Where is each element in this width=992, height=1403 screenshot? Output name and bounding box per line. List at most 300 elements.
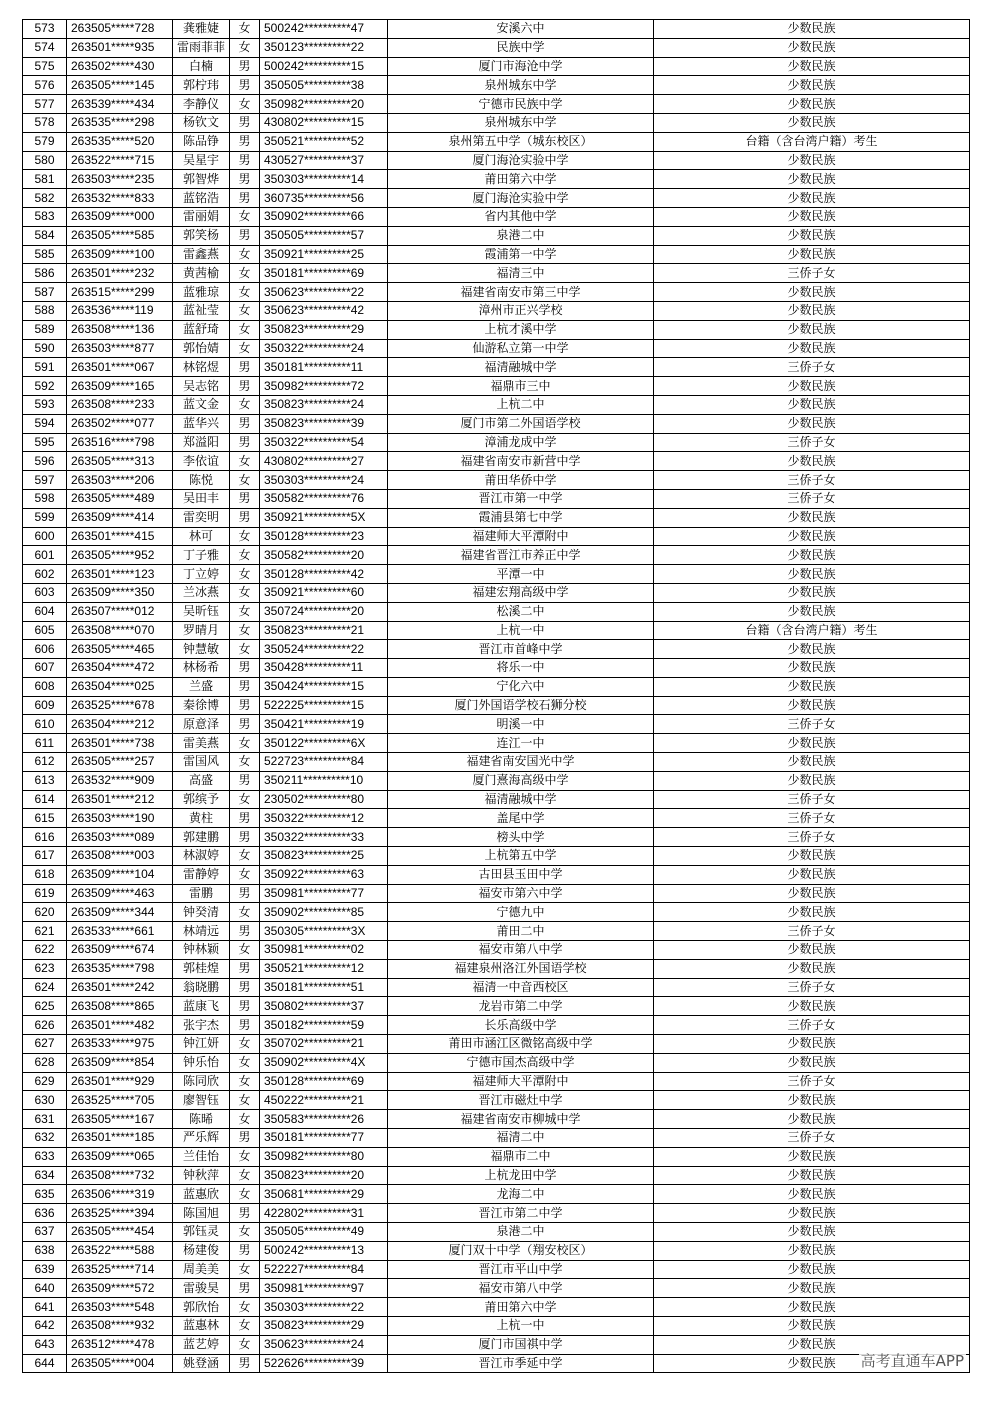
row-number-cell: 620	[23, 903, 67, 922]
id-number-cell: 350981**********77	[260, 884, 388, 903]
category-cell: 少数民族	[654, 847, 970, 866]
row-number-cell: 607	[23, 659, 67, 678]
school-name-cell: 莆田第六中学	[388, 1298, 654, 1317]
gender-cell: 女	[230, 1091, 260, 1110]
id-number-cell: 350322**********54	[260, 433, 388, 452]
student-name-cell: 郭怡婧	[173, 339, 230, 358]
row-number-cell: 591	[23, 358, 67, 377]
student-name-cell: 丁立婷	[173, 565, 230, 584]
school-name-cell: 平潭一中	[388, 565, 654, 584]
table-row	[23, 301, 970, 320]
school-name-cell: 泉港二中	[388, 1223, 654, 1242]
school-name-cell: 上杭第五中学	[388, 847, 654, 866]
exam-id-cell: 263508*****732	[67, 1166, 173, 1185]
table-row	[23, 1129, 970, 1148]
exam-id-cell: 263501*****242	[67, 978, 173, 997]
gender-cell: 男	[230, 113, 260, 132]
exam-id-cell: 263525*****394	[67, 1204, 173, 1223]
exam-id-cell: 263508*****003	[67, 847, 173, 866]
exam-id-cell: 263505*****952	[67, 546, 173, 565]
school-name-cell: 福清二中	[388, 1129, 654, 1148]
category-cell: 三侨子女	[654, 471, 970, 490]
gender-cell: 女	[230, 565, 260, 584]
table-row	[23, 734, 970, 753]
table-row	[23, 1298, 970, 1317]
exam-id-cell: 263501*****738	[67, 734, 173, 753]
row-number-cell: 623	[23, 959, 67, 978]
student-name-cell: 郑溢阳	[173, 433, 230, 452]
row-number-cell: 634	[23, 1166, 67, 1185]
school-name-cell: 晋江市磁灶中学	[388, 1091, 654, 1110]
id-number-cell: 350505**********49	[260, 1223, 388, 1242]
student-name-cell: 郭欣怡	[173, 1298, 230, 1317]
row-number-cell: 579	[23, 132, 67, 151]
table-row	[23, 170, 970, 189]
category-cell: 少数民族	[654, 1091, 970, 1110]
category-cell: 少数民族	[654, 377, 970, 396]
row-number-cell: 609	[23, 696, 67, 715]
row-number-cell: 587	[23, 283, 67, 302]
student-name-cell: 李静仪	[173, 95, 230, 114]
table-row	[23, 1335, 970, 1354]
row-number-cell: 600	[23, 527, 67, 546]
row-number-cell: 642	[23, 1316, 67, 1335]
id-number-cell: 522723**********84	[260, 753, 388, 772]
category-cell: 少数民族	[654, 1110, 970, 1129]
school-name-cell: 福建师大平潭附中	[388, 527, 654, 546]
category-cell: 少数民族	[654, 170, 970, 189]
school-name-cell: 盖尾中学	[388, 809, 654, 828]
gender-cell: 女	[230, 1223, 260, 1242]
school-name-cell: 明溪一中	[388, 715, 654, 734]
table-row	[23, 959, 970, 978]
gender-cell: 男	[230, 377, 260, 396]
row-number-cell: 619	[23, 884, 67, 903]
row-number-cell: 588	[23, 301, 67, 320]
school-name-cell: 福建师大平潭附中	[388, 1072, 654, 1091]
student-name-cell: 林可	[173, 527, 230, 546]
category-cell: 少数民族	[654, 1241, 970, 1260]
student-name-cell: 罗晴月	[173, 621, 230, 640]
row-number-cell: 627	[23, 1035, 67, 1054]
student-name-cell: 林淑婷	[173, 847, 230, 866]
student-name-cell: 丁子雅	[173, 546, 230, 565]
gender-cell: 男	[230, 922, 260, 941]
table-row	[23, 1016, 970, 1035]
id-number-cell: 350582**********20	[260, 546, 388, 565]
school-name-cell: 宁化六中	[388, 677, 654, 696]
school-name-cell: 厦门市国祺中学	[388, 1335, 654, 1354]
student-name-cell: 周美美	[173, 1260, 230, 1279]
table-row	[23, 320, 970, 339]
school-name-cell: 福建省南安市第三中学	[388, 283, 654, 302]
student-name-cell: 蓝雅琼	[173, 283, 230, 302]
exam-id-cell: 263507*****012	[67, 602, 173, 621]
student-name-cell: 陈国旭	[173, 1204, 230, 1223]
table-row	[23, 1260, 970, 1279]
id-number-cell: 350322**********33	[260, 828, 388, 847]
student-name-cell: 蓝文金	[173, 395, 230, 414]
category-cell: 三侨子女	[654, 828, 970, 847]
gender-cell: 女	[230, 264, 260, 283]
category-cell: 三侨子女	[654, 358, 970, 377]
school-name-cell: 福建泉州洛江外国语学校	[388, 959, 654, 978]
row-number-cell: 638	[23, 1241, 67, 1260]
student-name-cell: 郭柠玮	[173, 76, 230, 95]
category-cell: 少数民族	[654, 640, 970, 659]
gender-cell: 男	[230, 828, 260, 847]
category-cell: 少数民族	[654, 1335, 970, 1354]
table-row	[23, 226, 970, 245]
school-name-cell: 厦门外国语学校石狮分校	[388, 696, 654, 715]
row-number-cell: 608	[23, 677, 67, 696]
student-name-cell: 郭缤予	[173, 790, 230, 809]
id-number-cell: 350305**********3X	[260, 922, 388, 941]
student-name-cell: 陈同欣	[173, 1072, 230, 1091]
school-name-cell: 莆田华侨中学	[388, 471, 654, 490]
table-row	[23, 1223, 970, 1242]
student-name-cell: 郭建鹏	[173, 828, 230, 847]
table-row	[23, 715, 970, 734]
student-name-cell: 吴昕钰	[173, 602, 230, 621]
exam-id-cell: 263532*****909	[67, 771, 173, 790]
gender-cell: 男	[230, 959, 260, 978]
school-name-cell: 厦门熹海高级中学	[388, 771, 654, 790]
row-number-cell: 639	[23, 1260, 67, 1279]
category-cell: 少数民族	[654, 1053, 970, 1072]
id-number-cell: 522626**********39	[260, 1354, 388, 1373]
id-number-cell: 350902**********66	[260, 207, 388, 226]
category-cell: 少数民族	[654, 113, 970, 132]
id-number-cell: 350303**********22	[260, 1298, 388, 1317]
student-list-table	[22, 19, 970, 1373]
category-cell: 少数民族	[654, 734, 970, 753]
school-name-cell: 上杭一中	[388, 1316, 654, 1335]
id-number-cell: 350181**********77	[260, 1129, 388, 1148]
student-name-cell: 黄柱	[173, 809, 230, 828]
gender-cell: 女	[230, 1072, 260, 1091]
student-name-cell: 兰佳怡	[173, 1147, 230, 1166]
gender-cell: 女	[230, 941, 260, 960]
gender-cell: 女	[230, 527, 260, 546]
row-number-cell: 625	[23, 997, 67, 1016]
school-name-cell: 福建省南安国光中学	[388, 753, 654, 772]
table-body	[23, 20, 970, 1373]
school-name-cell: 古田县玉田中学	[388, 865, 654, 884]
student-name-cell: 吴志铭	[173, 377, 230, 396]
exam-id-cell: 263509*****572	[67, 1279, 173, 1298]
table-row	[23, 414, 970, 433]
gender-cell: 女	[230, 207, 260, 226]
student-name-cell: 陈晞	[173, 1110, 230, 1129]
table-row	[23, 433, 970, 452]
table-row	[23, 1185, 970, 1204]
category-cell: 少数民族	[654, 941, 970, 960]
table-row	[23, 377, 970, 396]
category-cell: 三侨子女	[654, 978, 970, 997]
exam-id-cell: 263522*****588	[67, 1241, 173, 1260]
table-row	[23, 1110, 970, 1129]
exam-id-cell: 263532*****833	[67, 189, 173, 208]
id-number-cell: 230502**********80	[260, 790, 388, 809]
gender-cell: 女	[230, 640, 260, 659]
category-cell: 少数民族	[654, 1298, 970, 1317]
exam-id-cell: 263501*****232	[67, 264, 173, 283]
student-name-cell: 雷鹏	[173, 884, 230, 903]
gender-cell: 男	[230, 226, 260, 245]
category-cell: 少数民族	[654, 1279, 970, 1298]
id-number-cell: 350123**********22	[260, 38, 388, 57]
exam-id-cell: 263525*****678	[67, 696, 173, 715]
gender-cell: 男	[230, 1354, 260, 1373]
gender-cell: 男	[230, 358, 260, 377]
school-name-cell: 仙游私立第一中学	[388, 339, 654, 358]
gender-cell: 女	[230, 1053, 260, 1072]
row-number-cell: 580	[23, 151, 67, 170]
school-name-cell: 福清一中音西校区	[388, 978, 654, 997]
category-cell: 少数民族	[654, 1035, 970, 1054]
exam-id-cell: 263509*****065	[67, 1147, 173, 1166]
row-number-cell: 577	[23, 95, 67, 114]
school-name-cell: 晋江市第一中学	[388, 489, 654, 508]
gender-cell: 女	[230, 602, 260, 621]
row-number-cell: 622	[23, 941, 67, 960]
id-number-cell: 360735**********56	[260, 189, 388, 208]
exam-id-cell: 263504*****212	[67, 715, 173, 734]
id-number-cell: 350982**********20	[260, 95, 388, 114]
gender-cell: 女	[230, 583, 260, 602]
exam-id-cell: 263501*****123	[67, 565, 173, 584]
row-number-cell: 637	[23, 1223, 67, 1242]
exam-id-cell: 263509*****104	[67, 865, 173, 884]
school-name-cell: 厦门双十中学（翔安校区）	[388, 1241, 654, 1260]
category-cell: 少数民族	[654, 959, 970, 978]
student-name-cell: 蓝康飞	[173, 997, 230, 1016]
id-number-cell: 350702**********21	[260, 1035, 388, 1054]
category-cell: 少数民族	[654, 226, 970, 245]
row-number-cell: 613	[23, 771, 67, 790]
row-number-cell: 633	[23, 1147, 67, 1166]
exam-id-cell: 263535*****798	[67, 959, 173, 978]
student-name-cell: 雷雨菲菲	[173, 38, 230, 57]
gender-cell: 女	[230, 452, 260, 471]
category-cell: 少数民族	[654, 903, 970, 922]
gender-cell: 男	[230, 57, 260, 76]
student-name-cell: 白楠	[173, 57, 230, 76]
exam-id-cell: 263508*****865	[67, 997, 173, 1016]
category-cell: 少数民族	[654, 696, 970, 715]
category-cell: 少数民族	[654, 1166, 970, 1185]
gender-cell: 男	[230, 1129, 260, 1148]
table-row	[23, 997, 970, 1016]
table-row	[23, 828, 970, 847]
exam-id-cell: 263533*****975	[67, 1035, 173, 1054]
table-row	[23, 489, 970, 508]
id-number-cell: 350982**********80	[260, 1147, 388, 1166]
student-name-cell: 高盛	[173, 771, 230, 790]
gender-cell: 男	[230, 508, 260, 527]
id-number-cell: 350823**********21	[260, 621, 388, 640]
table-row	[23, 1241, 970, 1260]
row-number-cell: 621	[23, 922, 67, 941]
exam-id-cell: 263505*****313	[67, 452, 173, 471]
student-name-cell: 吴星宇	[173, 151, 230, 170]
exam-id-cell: 263535*****520	[67, 132, 173, 151]
row-number-cell: 598	[23, 489, 67, 508]
id-number-cell: 350122**********6X	[260, 734, 388, 753]
table-row	[23, 508, 970, 527]
row-number-cell: 593	[23, 395, 67, 414]
table-row	[23, 57, 970, 76]
row-number-cell: 576	[23, 76, 67, 95]
row-number-cell: 594	[23, 414, 67, 433]
id-number-cell: 350823**********39	[260, 414, 388, 433]
school-name-cell: 上杭龙田中学	[388, 1166, 654, 1185]
category-cell: 少数民族	[654, 414, 970, 433]
school-name-cell: 民族中学	[388, 38, 654, 57]
table-row	[23, 602, 970, 621]
category-cell: 少数民族	[654, 884, 970, 903]
id-number-cell: 350623**********24	[260, 1335, 388, 1354]
id-number-cell: 350902**********4X	[260, 1053, 388, 1072]
gender-cell: 女	[230, 245, 260, 264]
school-name-cell: 长乐高级中学	[388, 1016, 654, 1035]
id-number-cell: 350521**********52	[260, 132, 388, 151]
exam-id-cell: 263505*****257	[67, 753, 173, 772]
student-name-cell: 雷静婷	[173, 865, 230, 884]
watermark-text: 高考直通车APP	[860, 1352, 964, 1370]
category-cell: 三侨子女	[654, 1072, 970, 1091]
exam-id-cell: 263501*****185	[67, 1129, 173, 1148]
school-name-cell: 厦门海沧实验中学	[388, 189, 654, 208]
school-name-cell: 安溪六中	[388, 20, 654, 39]
id-number-cell: 350902**********85	[260, 903, 388, 922]
id-number-cell: 350921**********5X	[260, 508, 388, 527]
table-row	[23, 264, 970, 283]
id-number-cell: 350823**********24	[260, 395, 388, 414]
exam-id-cell: 263501*****935	[67, 38, 173, 57]
school-name-cell: 晋江市季延中学	[388, 1354, 654, 1373]
table-row	[23, 677, 970, 696]
row-number-cell: 632	[23, 1129, 67, 1148]
gender-cell: 女	[230, 471, 260, 490]
gender-cell: 女	[230, 903, 260, 922]
gender-cell: 男	[230, 677, 260, 696]
student-name-cell: 郭桂煌	[173, 959, 230, 978]
table-row	[23, 207, 970, 226]
row-number-cell: 575	[23, 57, 67, 76]
gender-cell: 男	[230, 809, 260, 828]
row-number-cell: 583	[23, 207, 67, 226]
row-number-cell: 626	[23, 1016, 67, 1035]
student-name-cell: 吴田丰	[173, 489, 230, 508]
school-name-cell: 晋江市第二中学	[388, 1204, 654, 1223]
school-name-cell: 漳浦龙成中学	[388, 433, 654, 452]
exam-id-cell: 263509*****165	[67, 377, 173, 396]
gender-cell: 男	[230, 696, 260, 715]
exam-id-cell: 263505*****167	[67, 1110, 173, 1129]
category-cell: 三侨子女	[654, 264, 970, 283]
row-number-cell: 629	[23, 1072, 67, 1091]
student-name-cell: 林铭煜	[173, 358, 230, 377]
category-cell: 少数民族	[654, 95, 970, 114]
category-cell: 少数民族	[654, 395, 970, 414]
gender-cell: 男	[230, 76, 260, 95]
id-number-cell: 430802**********15	[260, 113, 388, 132]
category-cell: 少数民族	[654, 339, 970, 358]
table-row	[23, 132, 970, 151]
id-number-cell: 350421**********19	[260, 715, 388, 734]
row-number-cell: 635	[23, 1185, 67, 1204]
table-row	[23, 659, 970, 678]
id-number-cell: 350981**********97	[260, 1279, 388, 1298]
exam-id-cell: 263508*****233	[67, 395, 173, 414]
exam-id-cell: 263525*****714	[67, 1260, 173, 1279]
school-name-cell: 泉州城东中学	[388, 113, 654, 132]
school-name-cell: 上杭一中	[388, 621, 654, 640]
id-number-cell: 350981**********02	[260, 941, 388, 960]
school-name-cell: 福清融城中学	[388, 358, 654, 377]
student-name-cell: 杨钦文	[173, 113, 230, 132]
exam-id-cell: 263503*****235	[67, 170, 173, 189]
student-name-cell: 翁晓鹏	[173, 978, 230, 997]
school-name-cell: 莆田二中	[388, 922, 654, 941]
row-number-cell: 602	[23, 565, 67, 584]
category-cell: 少数民族	[654, 1204, 970, 1223]
table-row	[23, 1091, 970, 1110]
row-number-cell: 630	[23, 1091, 67, 1110]
id-number-cell: 350623**********42	[260, 301, 388, 320]
exam-id-cell: 263525*****705	[67, 1091, 173, 1110]
id-number-cell: 350182**********59	[260, 1016, 388, 1035]
school-name-cell: 霞浦县第七中学	[388, 508, 654, 527]
student-name-cell: 钟秋萍	[173, 1166, 230, 1185]
school-name-cell: 漳州市正兴学校	[388, 301, 654, 320]
student-name-cell: 廖智钰	[173, 1091, 230, 1110]
gender-cell: 女	[230, 38, 260, 57]
gender-cell: 女	[230, 95, 260, 114]
gender-cell: 女	[230, 847, 260, 866]
gender-cell: 女	[230, 1147, 260, 1166]
exam-id-cell: 263509*****463	[67, 884, 173, 903]
category-cell: 少数民族	[654, 771, 970, 790]
school-name-cell: 厦门市海沧中学	[388, 57, 654, 76]
student-name-cell: 钟乐怡	[173, 1053, 230, 1072]
student-name-cell: 钟癸清	[173, 903, 230, 922]
school-name-cell: 福清融城中学	[388, 790, 654, 809]
table-row	[23, 76, 970, 95]
gender-cell: 女	[230, 1166, 260, 1185]
category-cell: 少数民族	[654, 207, 970, 226]
table-row	[23, 621, 970, 640]
table-row	[23, 1316, 970, 1335]
category-cell: 少数民族	[654, 677, 970, 696]
row-number-cell: 616	[23, 828, 67, 847]
exam-id-cell: 263509*****100	[67, 245, 173, 264]
gender-cell: 男	[230, 1016, 260, 1035]
exam-id-cell: 263503*****206	[67, 471, 173, 490]
table-row	[23, 941, 970, 960]
student-name-cell: 钟慧敏	[173, 640, 230, 659]
student-name-cell: 雷国风	[173, 753, 230, 772]
id-number-cell: 350623**********22	[260, 283, 388, 302]
school-name-cell: 福安市第八中学	[388, 1279, 654, 1298]
student-name-cell: 原意泽	[173, 715, 230, 734]
exam-id-cell: 263508*****932	[67, 1316, 173, 1335]
id-number-cell: 350424**********15	[260, 677, 388, 696]
id-number-cell: 350505**********57	[260, 226, 388, 245]
student-name-cell: 雷鑫燕	[173, 245, 230, 264]
